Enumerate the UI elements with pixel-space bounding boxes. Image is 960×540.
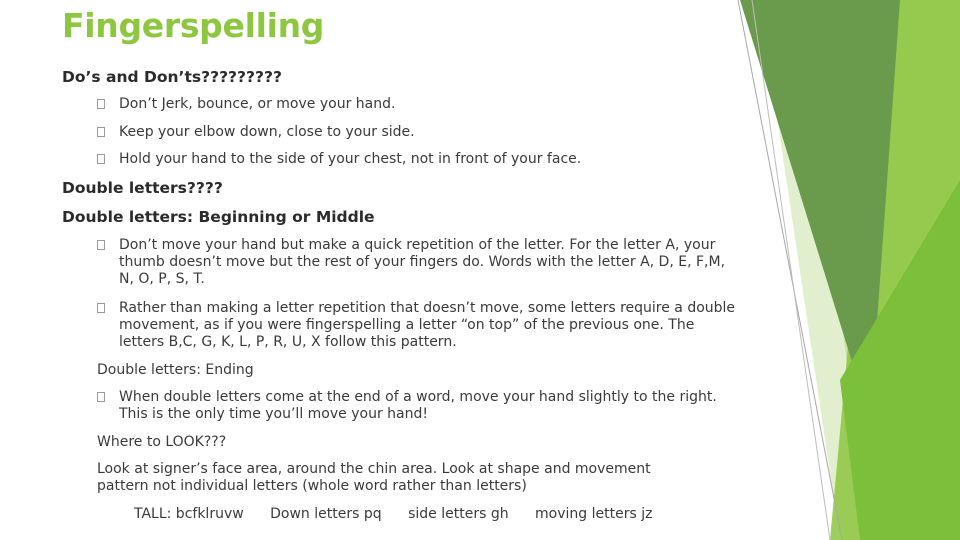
letter-groups-row [134, 506, 674, 522]
letter-group-down: Down letters pq [270, 506, 382, 522]
bullet-box-icon [97, 392, 105, 402]
bullet-box-icon [97, 303, 105, 313]
heading-dos-donts: Do’s and Don’ts????????? [62, 68, 283, 86]
look-text: Look at signer’s face area, around the chin area. Look at shape and movement pattern not individual letters (whole word rather than letters) [97, 461, 651, 494]
bullet-dont-jerk [97, 96, 737, 113]
bullet-hand-side [97, 151, 737, 168]
letter-group-tall: TALL: bcfklruvw [134, 506, 244, 522]
heading-double-letters: Double letters???? [62, 179, 223, 197]
bullet-box-icon [97, 127, 105, 137]
bullet-box-icon [97, 99, 105, 109]
bullet-text: Keep your elbow down, close to your side. [119, 124, 415, 140]
bullet-quick-repetition [97, 237, 737, 288]
bullet-text: Hold your hand to the side of your chest, not in front of your face. [119, 151, 582, 167]
heading-double-beginning: Double letters: Beginning or Middle [62, 208, 375, 226]
label-where-to-look: Where to LOOK??? [97, 434, 227, 450]
bullet-double-movement [97, 300, 737, 351]
bullet-text: Rather than making a letter repetition that doesn’t move, some letters require a double movement, as if you were fingerspelling a letter “on top” of the previous one. The letters B,C, G, K, L, P, R, U, X follow this pattern. [119, 300, 736, 350]
bullet-end-of-word [97, 389, 737, 423]
bullet-text: Don’t move your hand but make a quick repetition of the letter. For the letter A, your thumb doesn’t move but the rest of your fingers do. Words with the letter A, D, E, F,M, N, O, P, S, T. [119, 237, 726, 287]
slide-title: Fingerspelling [62, 6, 325, 45]
bullet-box-icon [97, 154, 105, 164]
letter-group-moving: moving letters jz [535, 506, 653, 522]
letter-group-side: side letters gh [408, 506, 509, 522]
label-double-ending: Double letters: Ending [97, 362, 254, 378]
bullet-elbow-down [97, 124, 737, 141]
bullet-box-icon [97, 240, 105, 250]
bullet-text: Don’t Jerk, bounce, or move your hand. [119, 96, 396, 112]
bullet-text: When double letters come at the end of a word, move your hand slightly to the right. This is the only time you’ll move your hand! [119, 389, 717, 422]
